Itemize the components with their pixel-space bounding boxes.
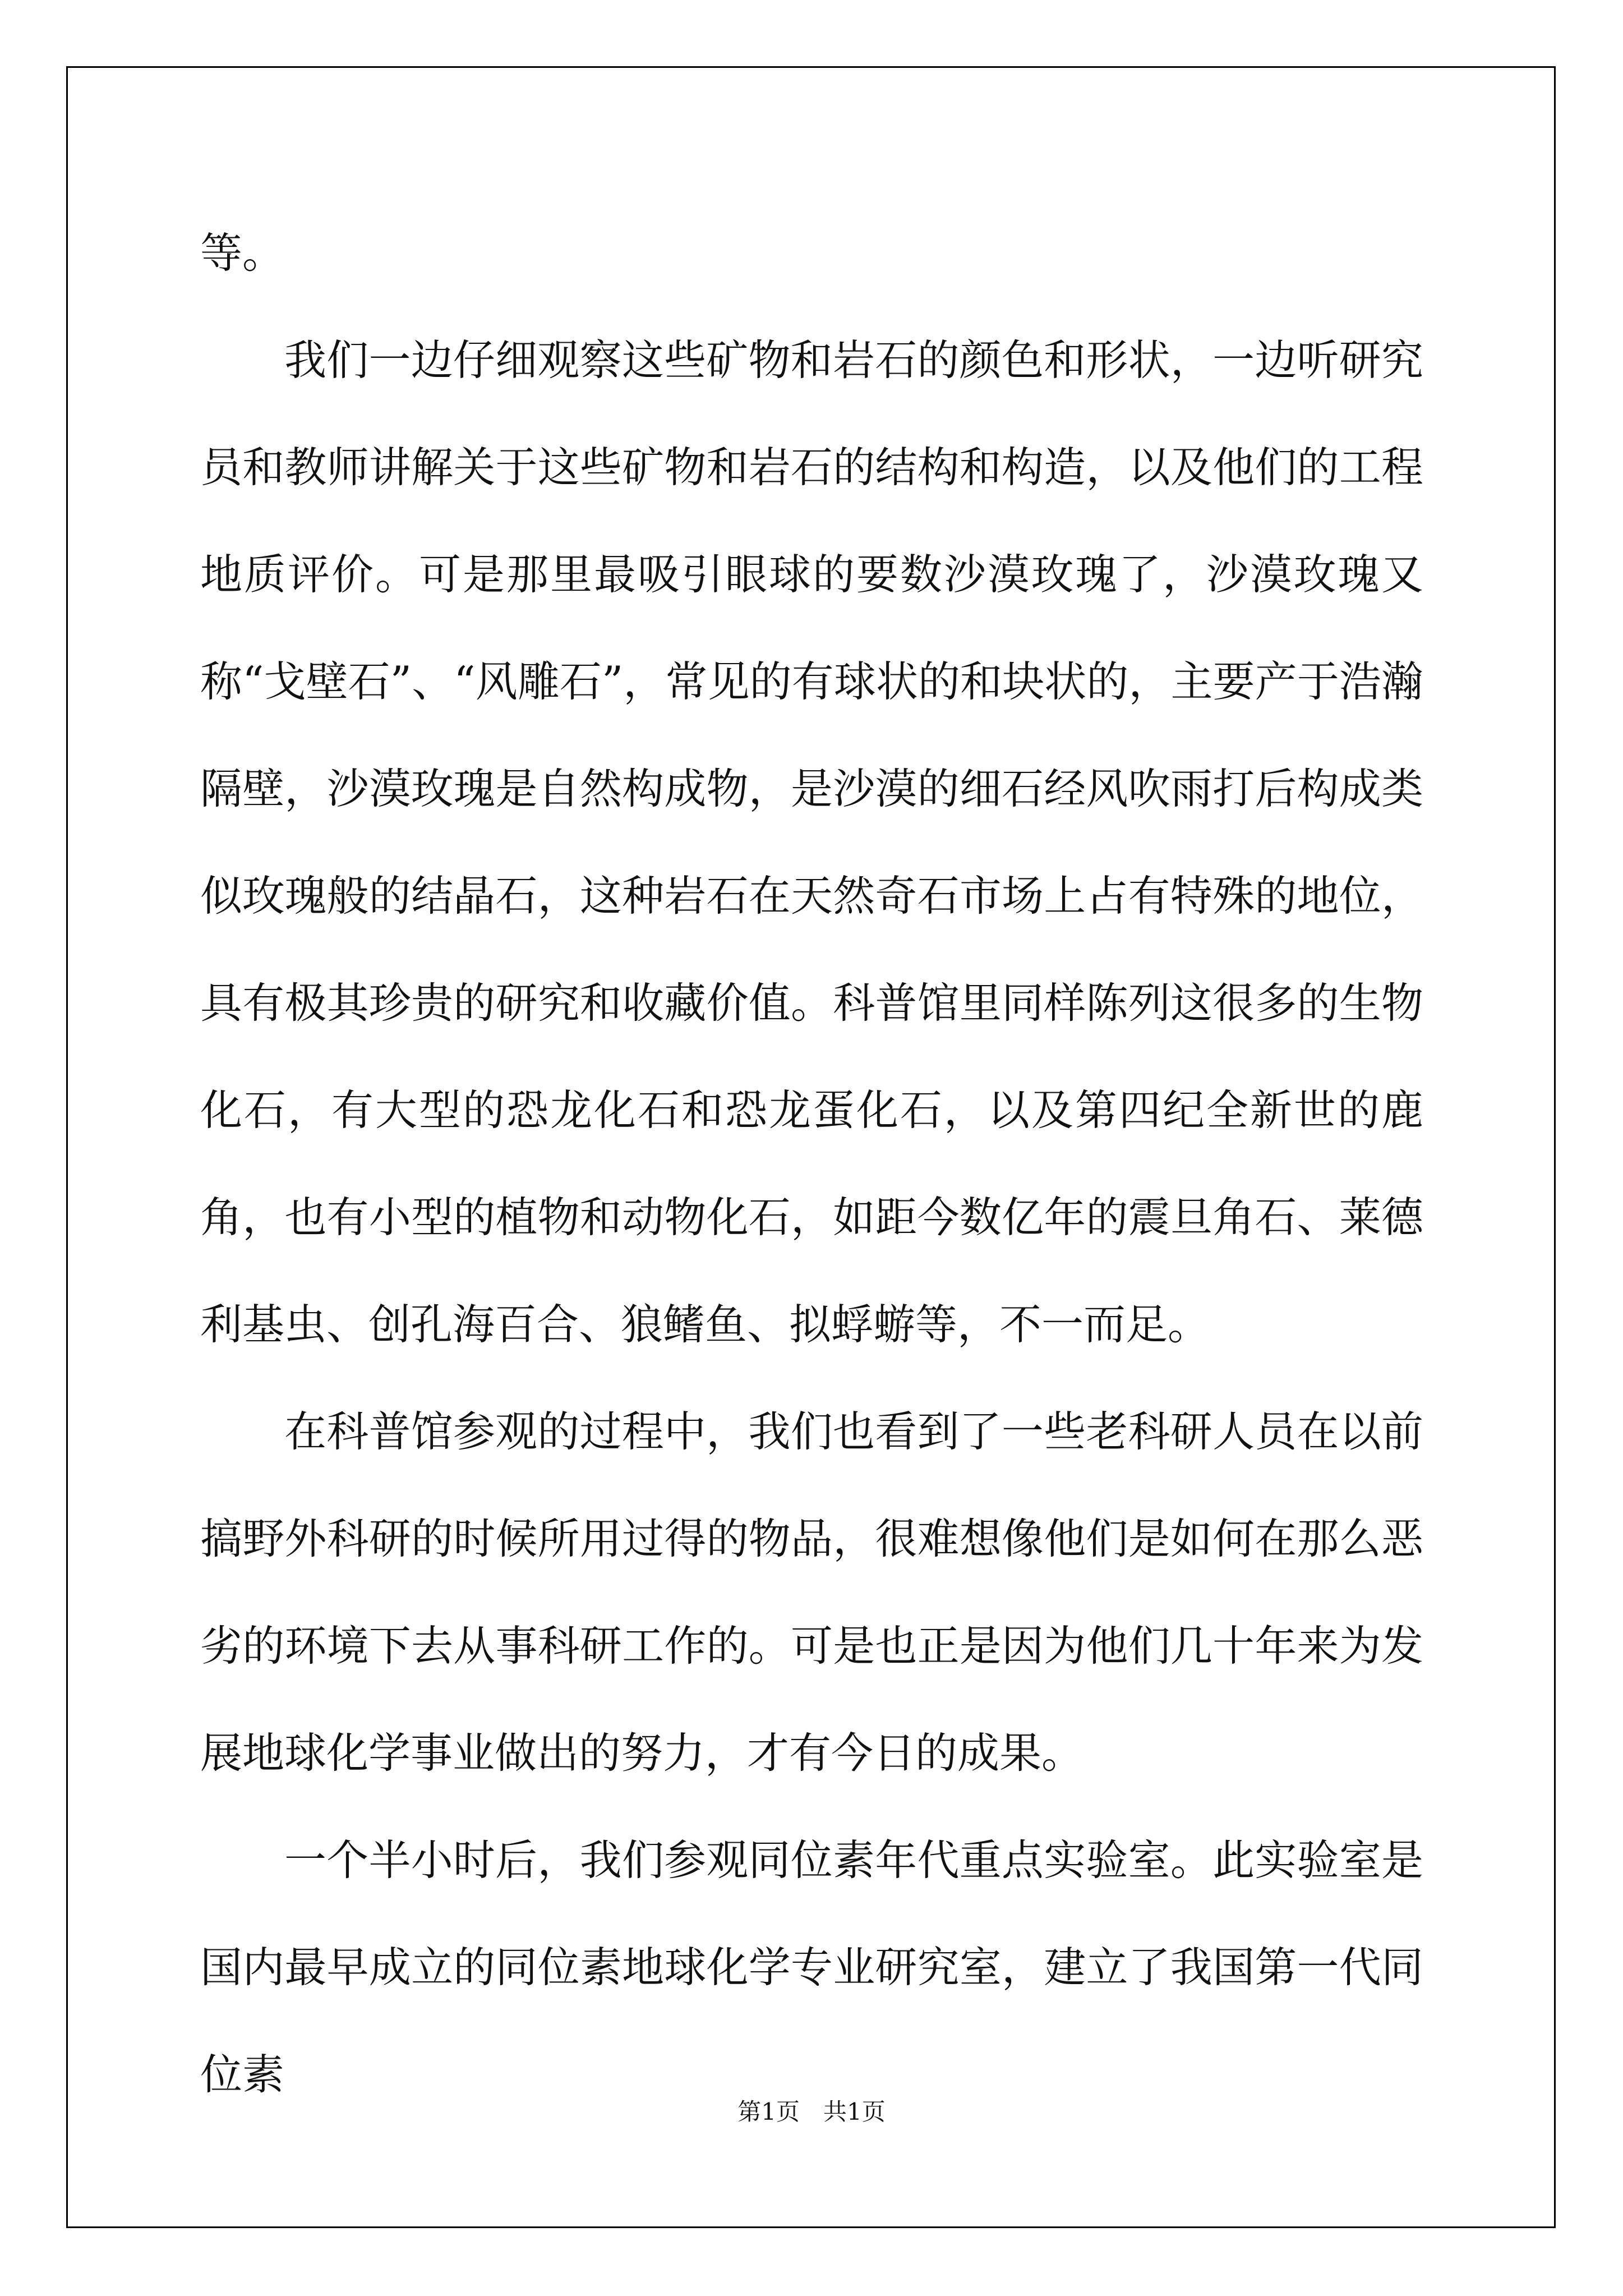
paragraph: 我们一边仔细观察这些矿物和岩石的颜色和形状，一边听研究员和教师讲解关于这些矿物和岩石的结构和构造，以及他们的工程地质评价。可是那里最吸引眼球的要数沙漠玫瑰了，沙漠玫瑰又称“戈壁石”、“风雕石”，常见的有球状的和块状的，主要产于浩瀚隔壁，沙漠玫瑰是自然构成物，是沙漠的细石经风吹雨打后构成类似玫瑰般的结晶石，这种岩石在天然奇石市场上占有特殊的地位，具有极其珍贵的研究和收藏价值。科普馆里同样陈列这很多的生物化石，有大型的恐龙化石和恐龙蛋化石，以及第四纪全新世的鹿角，也有小型的植物和动物化石，如距今数亿年的震旦角石、莱德利基虫、创孔海百合、狼鳍鱼、拟蜉蝣等，不一而足。: [200, 335, 1423, 1349]
page-number-footer: 第1页 共1页: [737, 2098, 886, 2125]
document-body: [200, 200, 1423, 2128]
paragraph: 一个半小时后，我们参观同位素年代重点实验室。此实验室是国内最早成立的同位素地球化学专业研究室，建立了我国第一代同位素: [200, 1835, 1423, 2099]
paragraph: 等。: [200, 228, 285, 278]
paragraph: 在科普馆参观的过程中，我们也看到了一些老科研人员在以前搞野外科研的时候所用过得的物品，很难想像他们是如何在那么恶劣的环境下去从事科研工作的。可是也正是因为他们几十年来为发展地球化学事业做出的努力，才有今日的成果。: [200, 1407, 1423, 1778]
